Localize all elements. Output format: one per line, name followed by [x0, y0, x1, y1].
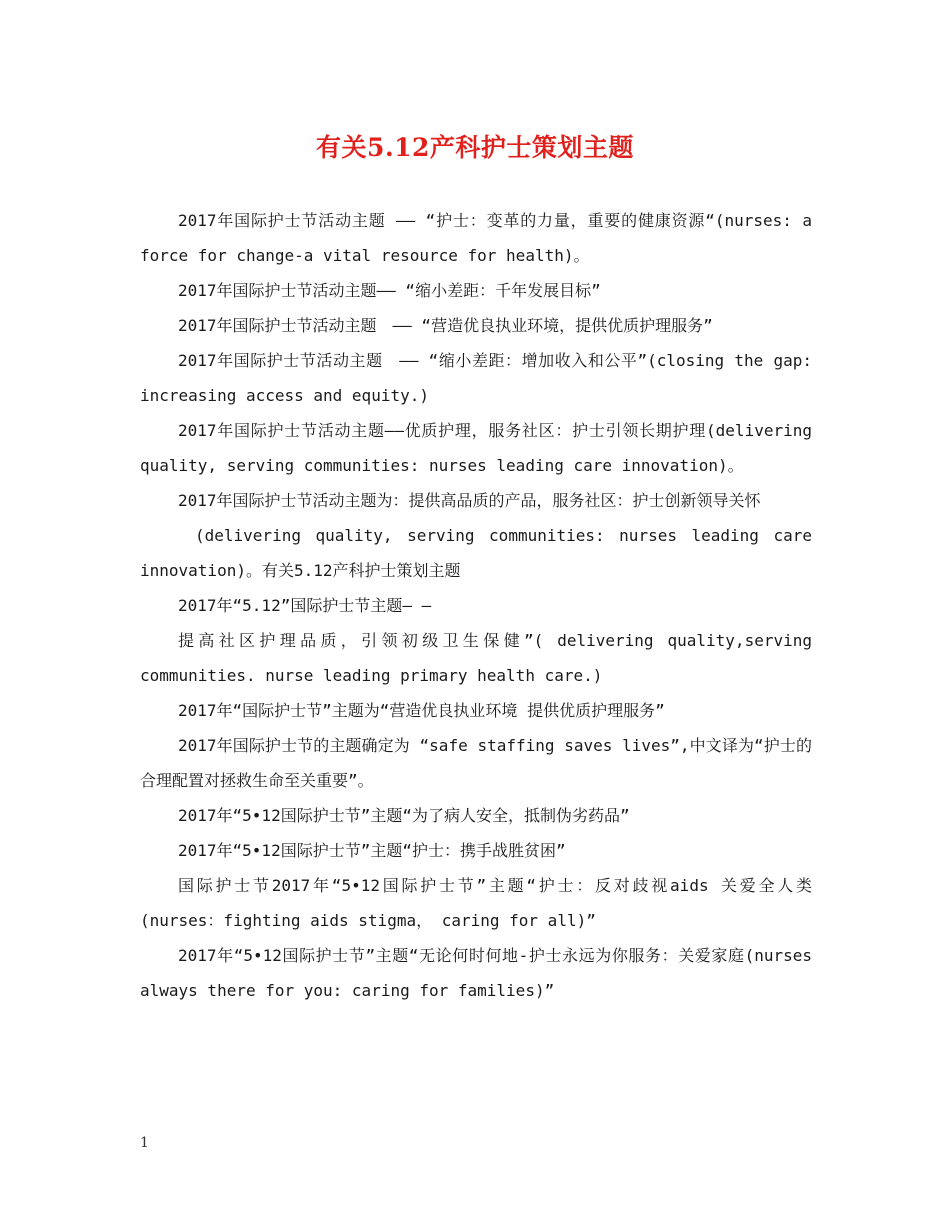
paragraph: 2017年“5•12国际护士节”主题“无论何时何地-护士永远为你服务：关爱家庭(nurses always there for you: caring for families)”: [140, 946, 812, 1000]
paragraph: 2017年“5•12国际护士节”主题“护士：携手战胜贫困”: [178, 841, 566, 860]
document-body: [140, 203, 812, 1008]
paragraph: (delivering quality, serving communities: nurses leading care innovation)。有关5.12产科护士策划主题: [140, 526, 812, 580]
paragraph: 2017年国际护士节活动主题为：提供高品质的产品，服务社区：护士创新领导关怀: [178, 491, 761, 510]
page-number: 1: [140, 1135, 149, 1151]
paragraph: 2017年“5•12国际护士节”主题“为了病人安全，抵制伪劣药品”: [178, 806, 630, 825]
paragraph: 2017年国际护士节的主题确定为 “safe staffing saves lives”,中文译为“护士的合理配置对拯救生命至关重要”。: [140, 736, 812, 790]
document-title: 有关5.12产科护士策划主题: [316, 133, 634, 162]
paragraph: 提高社区护理品质，引领初级卫生保健”( delivering quality,serving communities. nurse leading primary health care.): [140, 631, 812, 685]
paragraph: 2017年国际护士节活动主题 —— “缩小差距：增加收入和公平”(closing the gap: increasing access and equity.): [140, 351, 812, 405]
paragraph: 2017年“5.12”国际护士节主题— —: [178, 596, 432, 615]
paragraph: 2017年国际护士节活动主题——优质护理，服务社区：护士引领长期护理(delivering quality, serving communities: nurses leading care innovation)。: [140, 421, 812, 475]
paragraph: 2017年国际护士节活动主题—— “缩小差距：千年发展目标”: [178, 281, 601, 300]
paragraph: 国际护士节2017年“5•12国际护士节”主题“护士：反对歧视aids 关爱全人类(nurses：fighting aids stigma， caring for all)”: [140, 876, 812, 930]
paragraph: 2017年国际护士节活动主题 —— “护士：变革的力量，重要的健康资源“(nurses: a force for change-a vital resource for health)。: [140, 211, 812, 265]
paragraph: 2017年国际护士节活动主题 —— “营造优良执业环境，提供优质护理服务”: [178, 316, 713, 335]
paragraph: 2017年“国际护士节”主题为“营造优良执业环境 提供优质护理服务”: [178, 701, 665, 720]
